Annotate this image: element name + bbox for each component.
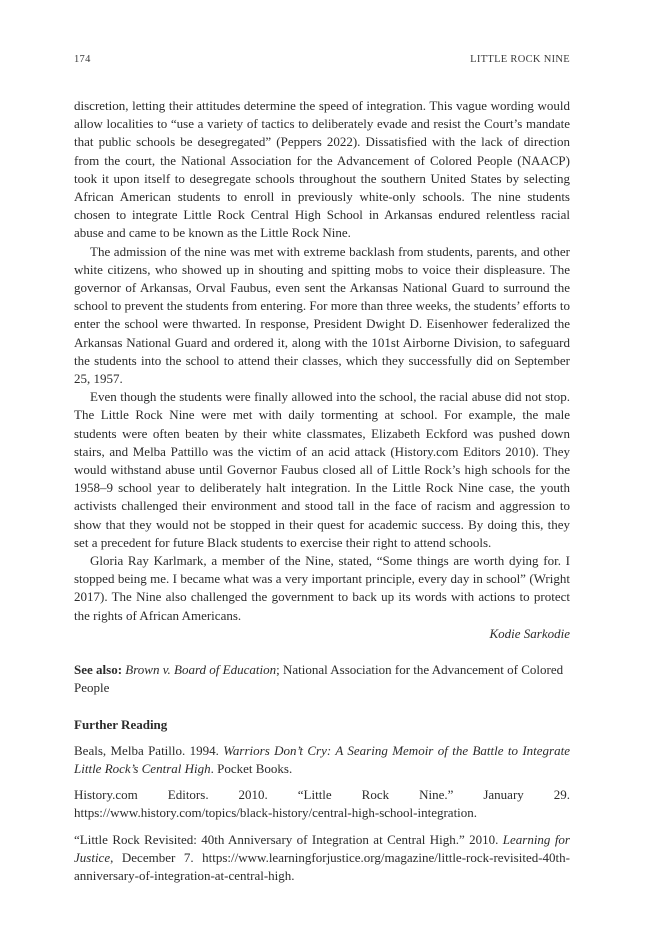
running-title: LITTLE ROCK NINE	[470, 54, 570, 65]
see-also-item-1: Brown v. Board of Education	[125, 662, 277, 678]
paragraph-1: discretion, letting their attitudes determine the speed of integration. This vague wording would allow localities to “use a variety of tactics to deliberately evade and resist the Court’s mandate that public schools be desegregated” (Peppers 2022). Dissatisfied with the lack of direction from the court, the National Association for the Advancement of Colored People (NAACP) took it upon itself to desegregate schools throughout the southern United States by selecting African American students to enroll in previously white-only schools. The nine students chosen to integrate Little Rock Central High School in Arkansas endured relentless racial abuse and came to be known as the Little Rock Nine.	[74, 98, 570, 241]
reference-1-title: Warriors Don’t Cry: A Searing Memoir of the Battle to Integrate Little Rock’s Central High	[74, 742, 571, 776]
paragraph-4: Gloria Ray Karlmark, a member of the Nine, stated, “Some things are worth dying for. I stopped being me. I became what was a very important principle, every day in school” (Wright 2017). The Nine also challenged the government to back up its words with actions to protect the rights of African Americans.	[74, 553, 570, 623]
reference-3-title: Learning for Justice	[74, 831, 570, 865]
page-number: 174	[74, 54, 91, 65]
see-also-label: See also:	[74, 662, 123, 678]
see-also-separator: ;	[276, 662, 280, 678]
reference-1	[74, 742, 570, 778]
reference-1-pre: Beals, Melba Patillo. 1994.	[74, 742, 224, 758]
reference-2: History.com Editors. 2010. “Little Rock Nine.” January 29. https://www.history.com/topics/black-history/central-high-school-integration.	[74, 787, 570, 821]
further-reading-heading: Further Reading	[74, 716, 168, 732]
see-also	[74, 661, 570, 697]
paragraph-3: Even though the students were finally allowed into the school, the racial abuse did not stop. The Little Rock Nine were met with daily tormenting at school. For example, the male students were often beaten by their white classmates, Elizabeth Eckford was pushed down stairs, and Melba Pattillo was the victim of an acid attack (History.com Editors 2010). They would withstand abuse until Governor Faubus closed all of Little Rock’s high schools for the 1958–9 school year to deliberately halt integration. In the Little Rock Nine case, the youth activists challenged their environment and stood tall in the face of racism and aggression to show that they would not be stopped in their quest for academic success. By doing this, they set a precedent for future Black students to exercise their right to attend schools.	[74, 389, 570, 550]
reference-3	[74, 831, 570, 886]
page-body	[74, 97, 570, 893]
paragraph-2: The admission of the nine was met with extreme backlash from students, parents, and other white citizens, who showed up in shouting and spitting mobs to voice their displeasure. The governor of Arkansas, Orval Faubus, even sent the Arkansas National Guard to surround the school to prevent the students from entering. For more than three weeks, the students’ efforts to enter the school were thwarted. In response, President Dwight D. Eisenhower federalized the Arkansas National Guard and ordered it, along with the 101st Airborne Division, to safeguard the students into the school to attend their classes, which they successfully did on September 25, 1957.	[74, 243, 570, 387]
article-author: Kodie Sarkodie	[489, 625, 570, 641]
see-also-item-2: National Association for the Advancement of Colored People	[74, 662, 564, 696]
reference-3-post: , December 7. https://www.learningforjustice.org/magazine/little-rock-revisited-40th-anniversary-of-integration-at-central-high.	[74, 849, 570, 883]
reference-3-pre: “Little Rock Revisited: 40th Anniversary of Integration at Central High.” 2010.	[74, 831, 503, 847]
page-header	[74, 54, 570, 70]
reference-1-post: . Pocket Books.	[210, 760, 293, 776]
